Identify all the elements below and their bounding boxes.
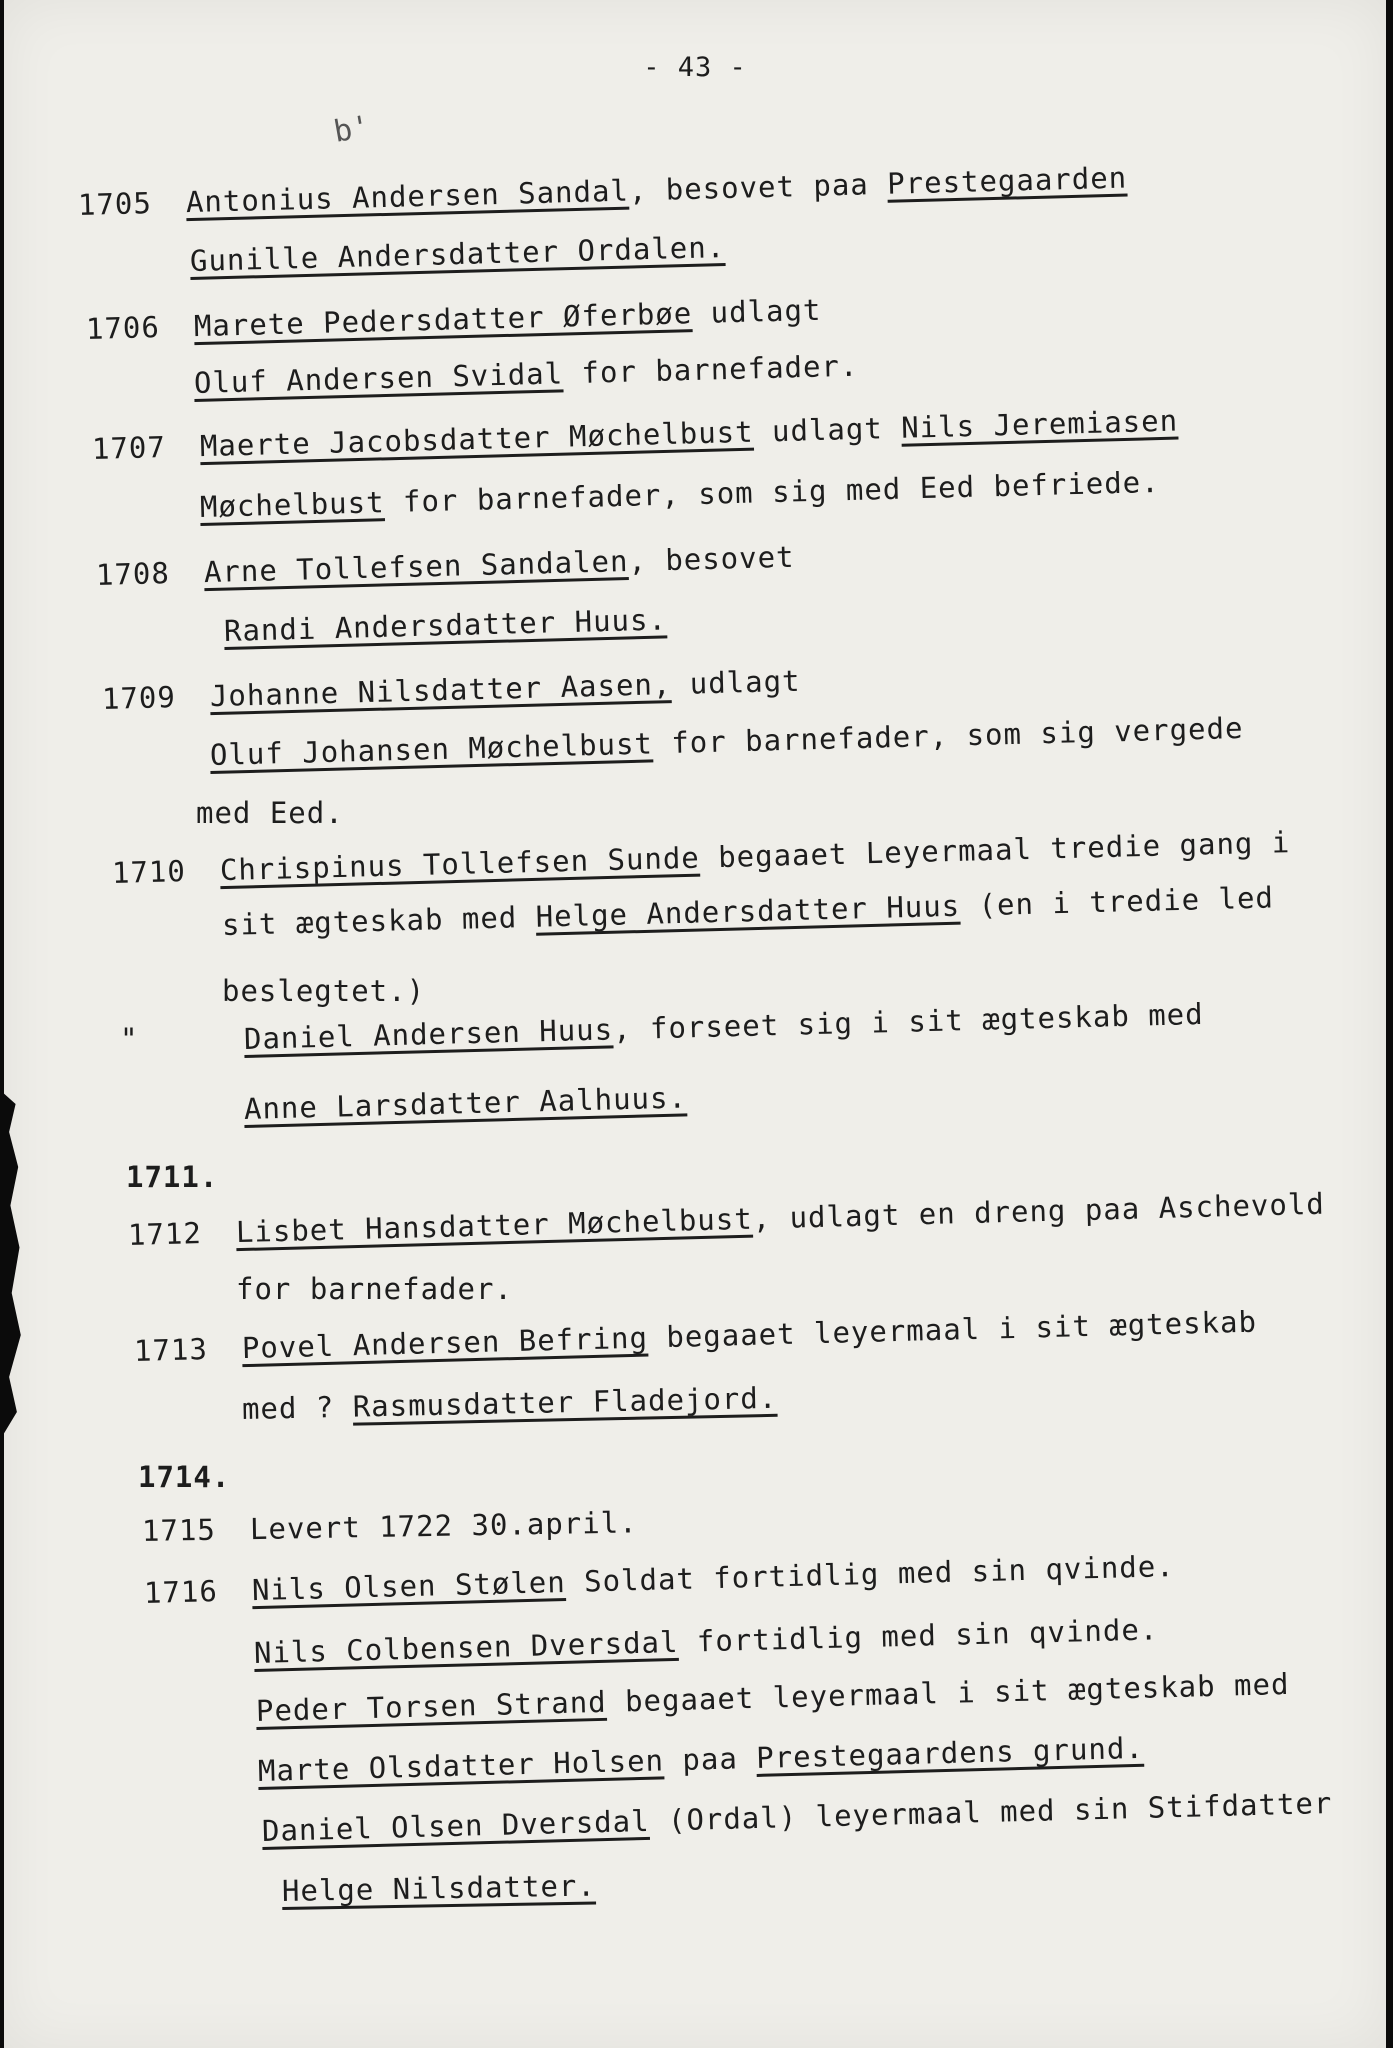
person-name: Helge Andersdatter Huus [535, 888, 961, 934]
entry-1706-line-2: Oluf Andersen Svidal for barnefader. [193, 348, 859, 400]
entry-year: 1710 [111, 854, 187, 890]
person-name: Randi Andersdatter Huus. [223, 602, 668, 648]
person-name: Marte Olsdatter Holsen [257, 1743, 665, 1788]
entry-year: 1713 [133, 1332, 209, 1368]
person-name: Maerte Jacobsdatter Møchelbust [199, 414, 755, 464]
entry-1716-line-4: Marte Olsdatter Holsen paa Prestegaardens grund. [257, 1730, 1145, 1788]
entry-1710-line-3: beslegtet.) [222, 974, 426, 1008]
entry-1712-line-1: 1712 Lisbet Hansdatter Møchelbust, udlagt en dreng paa Aschevold [127, 1186, 1326, 1252]
entry-1710b-line-2 [244, 1080, 688, 1126]
entry-1705-line-2 [190, 230, 726, 278]
person-name: Antonius Andersen Sandal [185, 173, 630, 220]
person-name: Nils Colbensen Dversdal [253, 1624, 679, 1670]
entry-1707-line-1: 1707 Maerte Jacobsdatter Møchelbust udlagt Nils Jeremiasen [91, 403, 1179, 466]
entry-1705-line-1: 1705 Antonius Andersen Sandal, besovet paa Prestegaarden [77, 160, 1128, 222]
entry-year: 1715 [141, 1512, 217, 1548]
place-name: Møchelbust [199, 485, 385, 524]
person-name: Rasmusdatter Fladejord. [352, 1380, 778, 1424]
entry-1707-line-2: Møchelbust for barnefader, som sig med Eed befriede. [199, 464, 1161, 524]
person-name: Helge Nilsdatter. [281, 1868, 597, 1908]
entry-year: 1705 [77, 186, 153, 222]
person-name: Daniel Andersen Huus [243, 1012, 614, 1056]
person-name: Povel Andersen Befring [241, 1320, 649, 1366]
entry-1708-line-2 [224, 602, 668, 648]
margin-mark: b' [331, 109, 373, 150]
entry-year: 1712 [127, 1216, 203, 1252]
entry-1712-line-2: for barnefader. [236, 1272, 513, 1306]
person-name: Anne Larsdatter Aalhuus. [243, 1080, 688, 1126]
entry-1709-line-3: med Eed. [196, 796, 344, 830]
entry-1716-line-2: Nils Colbensen Dversdal fortidlig med sin qvinde. [253, 1612, 1159, 1670]
entry-1709-line-2: Oluf Johansen Møchelbust for barnefader, som sig vergede [209, 710, 1244, 772]
person-name: Arne Tollefsen Sandalen [203, 544, 629, 590]
entry-1706-line-1: 1706 Marete Pedersdatter Øferbøe udlagt [85, 292, 822, 346]
entry-1716-line-3: Peder Torsen Strand begaaet leyermaal i sit ægteskab med [255, 1666, 1290, 1728]
entry-1708-line-1: 1708 Arne Tollefsen Sandalen, besovet [95, 539, 795, 592]
entry-year: 1706 [85, 310, 161, 346]
person-name: Nils Olsen Stølen [251, 1564, 567, 1608]
entry-1709-line-1: 1709 Johanne Nilsdatter Aasen, udlagt [101, 663, 801, 716]
place-name: Prestegaarden [886, 160, 1128, 201]
entry-1711-year: 1711. [126, 1160, 219, 1194]
entry-1710-line-2: sit ægteskab med Helge Andersdatter Huus (en i tredie led [221, 880, 1275, 942]
entry-year: 1708 [95, 556, 171, 592]
ditto-mark: " [120, 1022, 139, 1056]
entry-year: 1716 [143, 1574, 219, 1610]
person-name: Lisbet Hansdatter Møchelbust [235, 1201, 754, 1250]
entry-1716-line-5: Daniel Olsen Dversdal (Ordal) leyermaal med sin Stifdatter [261, 1785, 1333, 1848]
person-name: Oluf Johansen Møchelbust [209, 726, 654, 772]
person-name: Gunille Andersdatter Ordalen. [189, 229, 726, 278]
person-name: Marete Pedersdatter Øferbøe [193, 296, 693, 344]
document-page [4, 0, 1386, 2048]
page-number: - 43 - [643, 52, 747, 83]
entry-1710b-line-1: Daniel Andersen Huus, forseet sig i sit ægteskab med [243, 996, 1205, 1056]
entry-year: 1707 [91, 430, 167, 466]
entry-1716-line-1: 1716 Nils Olsen Stølen Soldat fortidlig med sin qvinde. [143, 1549, 1176, 1610]
person-name: Nils Jeremiasen [900, 403, 1179, 445]
entry-1713-line-2: med ? Rasmusdatter Fladejord. [241, 1380, 778, 1426]
person-name: Peder Torsen Strand [255, 1684, 608, 1728]
entry-1716-line-6 [282, 1869, 596, 1908]
torn-edge [4, 1090, 26, 1440]
person-name: Oluf Andersen Svidal [193, 356, 564, 400]
person-name: Daniel Olsen Dversdal [261, 1803, 650, 1848]
place-name: Prestegaardens grund. [755, 1730, 1145, 1775]
entry-year: 1709 [101, 680, 177, 716]
entry-1714-year: 1714. [138, 1460, 231, 1494]
entry-1715-line-1: 1715 Levert 1722 30.april. [141, 1505, 638, 1548]
entry-1713-line-1: 1713 Povel Andersen Befring begaaet leyermaal i sit ægteskab [133, 1304, 1258, 1368]
person-name: Chrispinus Tollefsen Sunde [219, 840, 701, 888]
entry-1710-line-1: 1710 Chrispinus Tollefsen Sunde begaaet Leyermaal tredie gang i [111, 825, 1291, 890]
person-name: Johanne Nilsdatter Aasen, [209, 667, 672, 714]
